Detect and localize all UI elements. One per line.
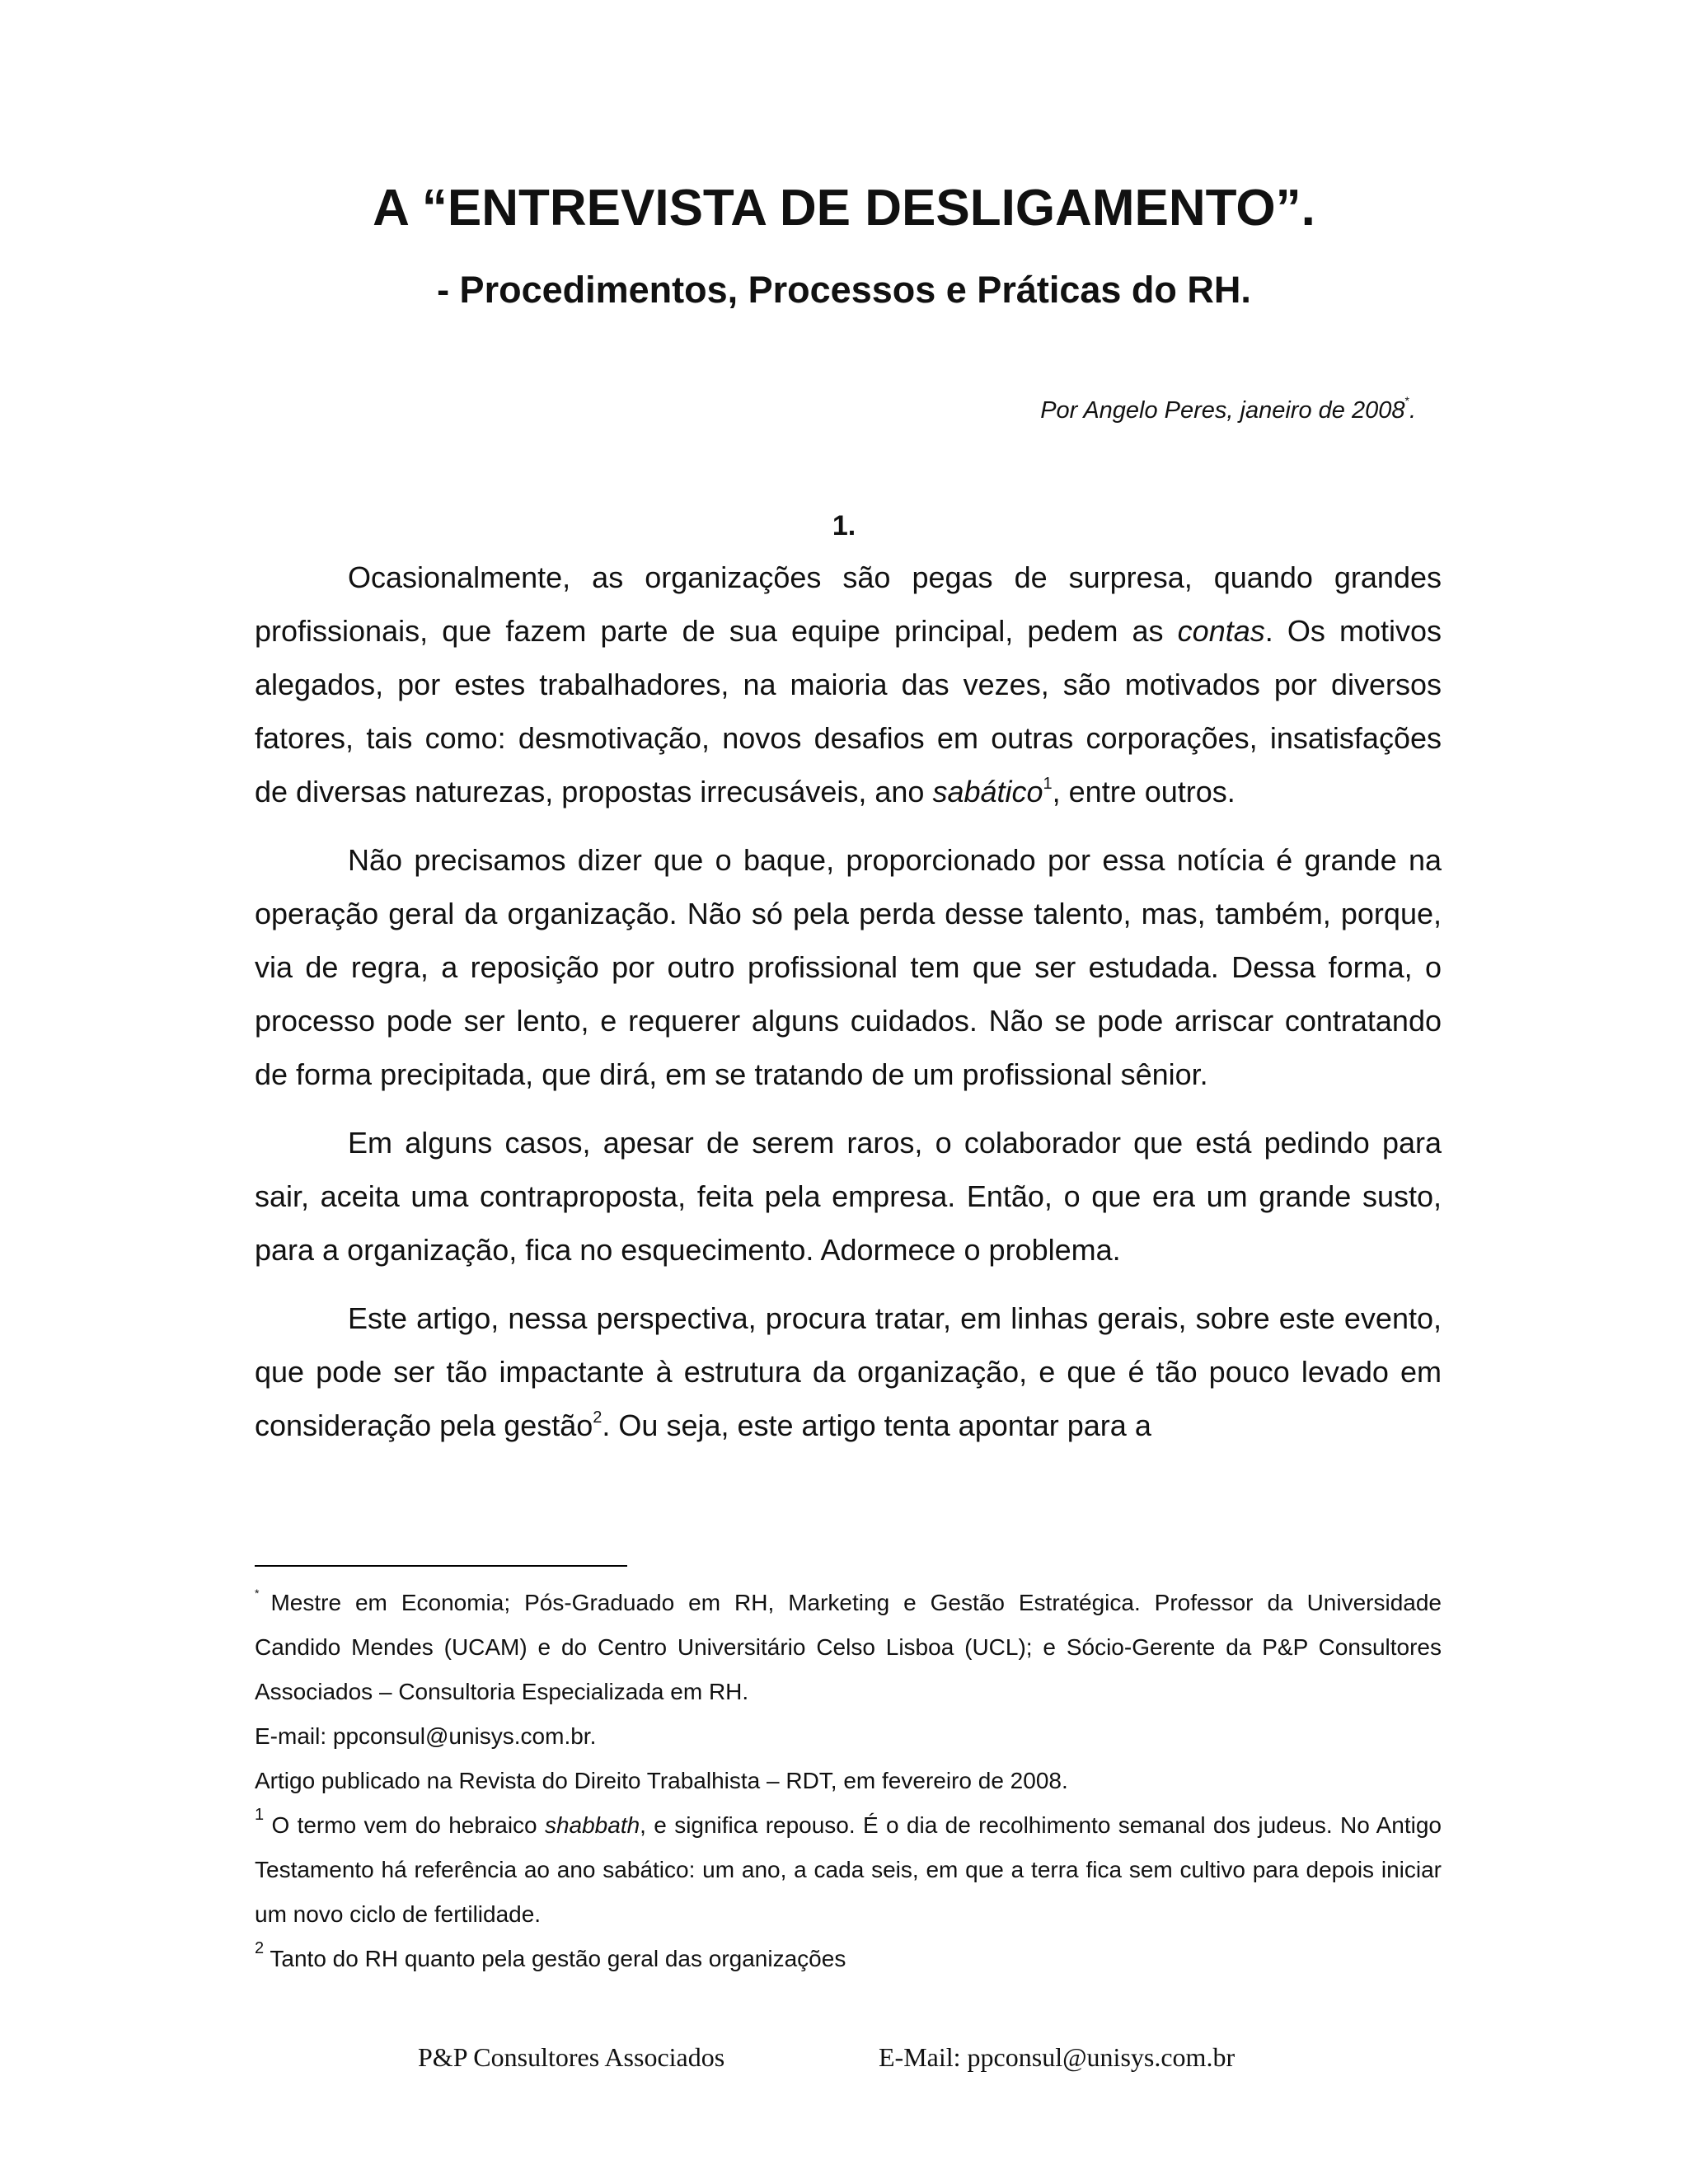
footnote-2-text: Tanto do RH quanto pela gestão geral das organizações (264, 1946, 846, 1971)
footnote-1-text-a: O termo vem do hebraico (264, 1812, 545, 1838)
byline-footnote-mark: * (1404, 394, 1409, 407)
article-body (255, 551, 1442, 1467)
paragraph-3: Em alguns casos, apesar de serem raros, o colaborador que está pedindo para sair, aceita uma contraproposta, feita pela empresa. Então, o que era um grande susto, para a organização, fica no esquecimento. Adormece o problema. (255, 1126, 1442, 1267)
paragraph-2: Não precisamos dizer que o baque, proporcionado por essa notícia é grande na operação geral da organização. Não só pela perda desse talento, mas, também, porque, via de regra, a reposição por outro profissional tem que ser estudada. Dessa forma, o processo pode ser lento, e requerer alguns cuidados. Não se pode arriscar contratando de forma precipitada, que dirá, em se tratando de um profissional sênior. (255, 843, 1442, 1091)
footnotes (255, 1581, 1442, 1981)
footnote-1 (255, 1803, 1442, 1937)
document-title: A “ENTREVISTA DE DESLIGAMENTO”. (373, 180, 1315, 237)
footnote-email: E-mail: ppconsul@unisys.com.br. (255, 1723, 597, 1749)
byline-text: Por Angelo Peres, janeiro de 2008 (1040, 397, 1405, 424)
paragraph-1-italic-sabatico: sabático (932, 775, 1043, 808)
footnote-2 (255, 1937, 1442, 1981)
author-byline (1040, 394, 1416, 427)
footnote-2-mark: 2 (255, 1939, 265, 1957)
footer-company: P&P Consultores Associados (418, 2042, 725, 2072)
footnote-author (255, 1581, 1442, 1714)
document-subtitle: - Procedimentos, Processos e Práticas do RH. (437, 269, 1251, 311)
paragraph-4-text-a: Este artigo, nessa perspectiva, procura tratar, em linhas gerais, sobre este evento, que pode ser tão impactante à estrutura da organização, e que é tão pouco levado em consideração pela gestão (255, 1301, 1442, 1442)
footnote-author-text: Mestre em Economia; Pós-Graduado em RH, Marketing e Gestão Estratégica. Professor da Universidade Candido Mendes (UCAM) e do Centro Universitário Celso Lisboa (UCL); e Sócio-Gerente da P&P Consultores Associados – Consultoria Especializada em RH. (255, 1590, 1442, 1704)
footnote-1-mark: 1 (255, 1806, 265, 1824)
footnote-ref-1: 1 (1043, 775, 1053, 793)
section-number: 1. (832, 510, 856, 541)
paragraph-1-italic-contas: contas (1177, 614, 1265, 648)
byline-end: . (1409, 397, 1416, 424)
paragraph-4 (255, 1291, 1442, 1452)
footnote-1-italic-word: shabbath (544, 1812, 640, 1838)
footnote-separator (255, 1565, 627, 1567)
paragraph-1-text-c: , entre outros. (1052, 775, 1236, 808)
paragraph-1-text-b: . Os motivos alegados, por estes trabalhadores, na maioria das vezes, são motivados por diversos fatores, tais como: desmotivação, novos desafios em outras corporações, insatisfações de diversas naturezas, propostas irrecusáveis, ano (255, 614, 1442, 808)
footnote-1-text-b: , e significa repouso. É o dia de recolhimento semanal dos judeus. No Antigo Testamento há referência ao ano sabático: um ano, a cada seis, em que a terra fica sem cultivo para depois iniciar um novo ciclo de fertilidade. (255, 1812, 1442, 1927)
footnote-author-mark: * (255, 1586, 260, 1600)
footnote-published: Artigo publicado na Revista do Direito Trabalhista – RDT, em fevereiro de 2008. (255, 1768, 1068, 1793)
footnote-ref-2: 2 (593, 1408, 603, 1427)
paragraph-1-text-a: Ocasionalmente, as organizações são pegas de surpresa, quando grandes profissionais, que fazem parte de sua equipe principal, pedem as (255, 560, 1442, 648)
paragraph-4-text-b: . Ou seja, este artigo tenta apontar para a (602, 1408, 1151, 1442)
footer-email: E-Mail: ppconsul@unisys.com.br (879, 2042, 1236, 2072)
paragraph-1 (255, 551, 1442, 818)
